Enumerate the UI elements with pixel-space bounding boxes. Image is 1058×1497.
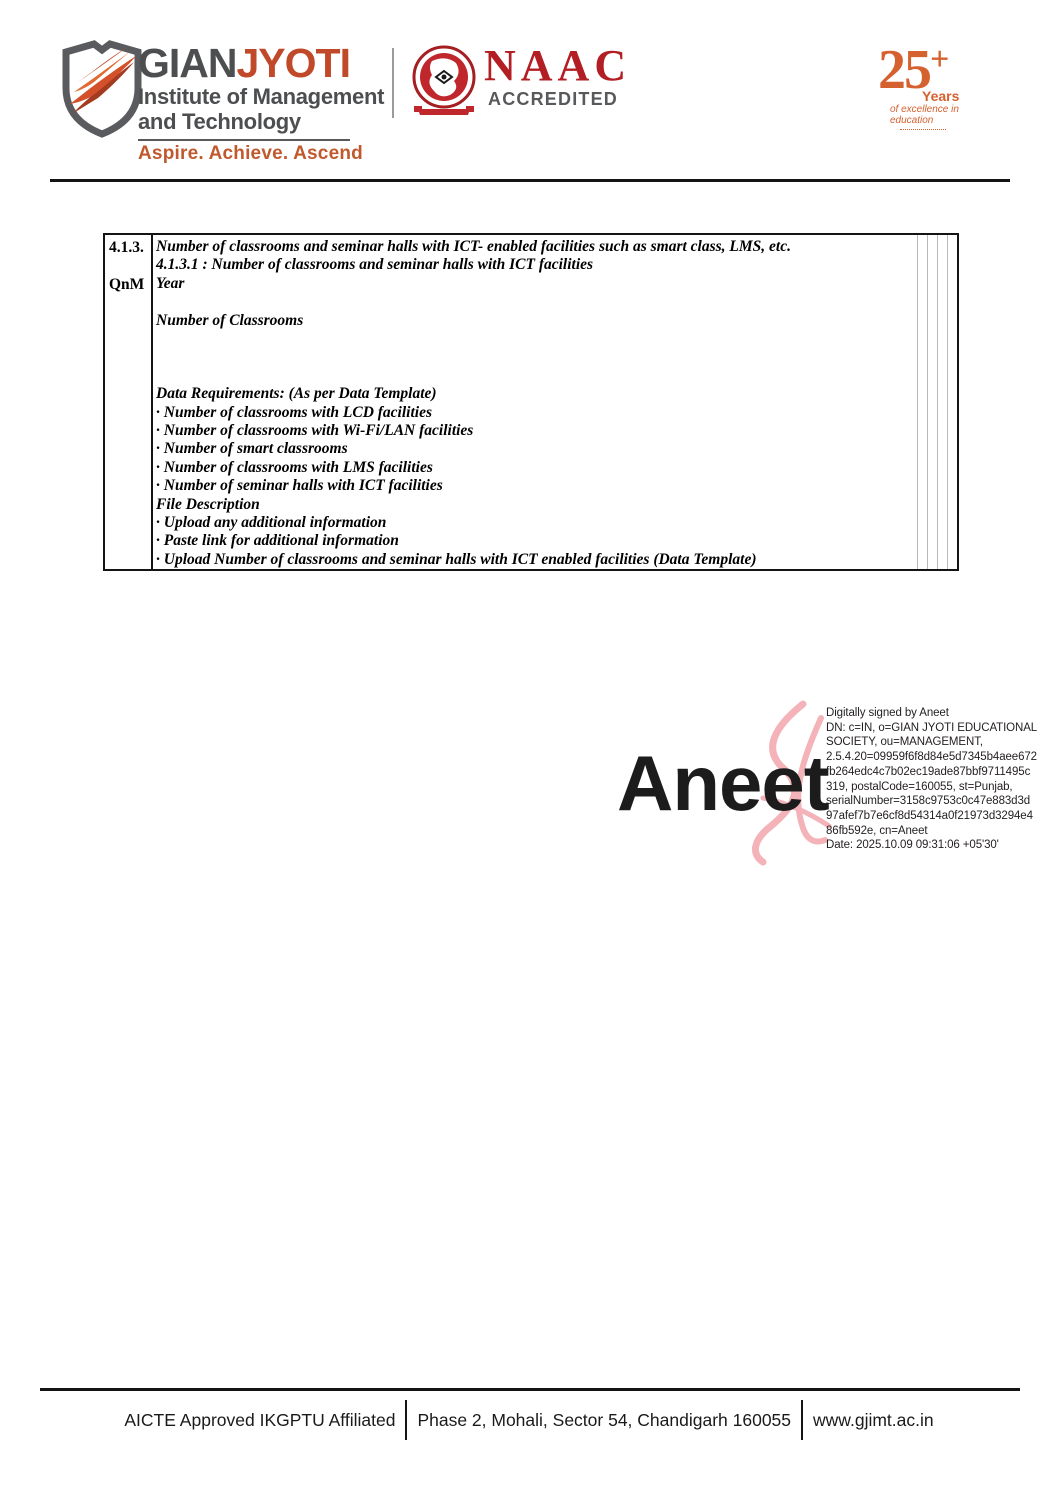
signature-detail-line: 2.5.4.20=09959f6f8d84e5d7345b4aee672 <box>826 751 1037 764</box>
criteria-text-line: Year <box>156 274 185 292</box>
header-rule <box>50 179 1010 182</box>
naac-accredited-label: ACCREDITED <box>488 89 619 109</box>
institute-tagline: Aspire. Achieve. Ascend <box>138 143 363 164</box>
footer-address: Phase 2, Mohali, Sector 54, Chandigarh 160055 <box>417 1409 792 1430</box>
criteria-number: 4.1.3. <box>109 239 144 256</box>
signature-detail-line: 319, postalCode=160055, st=Punjab, <box>826 780 1013 793</box>
criteria-text-line: Data Requirements: (As per Data Template) <box>156 385 437 403</box>
criteria-text-line <box>156 367 915 385</box>
naac-emblem-icon <box>412 43 476 121</box>
criteria-content-cell <box>153 235 917 569</box>
institute-name-part1: GIAN <box>138 40 237 86</box>
badge-excellence-line2: education <box>890 115 934 126</box>
footer-website: www.gjimt.ac.in <box>813 1409 934 1430</box>
header-divider <box>392 48 394 118</box>
institute-subtitle-line2: and Technology <box>138 109 301 134</box>
shield-wing-icon <box>58 36 146 138</box>
criteria-table <box>103 233 959 571</box>
signature-name: Aneet <box>617 739 829 827</box>
criteria-text-line: 4.1.3.1 : Number of classrooms and seminar halls with ICT facilities <box>156 256 594 274</box>
signature-detail-line: DN: c=IN, o=GIAN JYOTI EDUCATIONAL <box>826 721 1038 734</box>
institute-name <box>138 42 384 84</box>
institute-name-part2: JYOTI <box>236 40 350 86</box>
signature-detail-line: 97afef7b7e6cf8d54314a0f21973d3294e4 <box>826 809 1033 822</box>
badge-years-label: Years <box>922 88 960 104</box>
badge-plus: + <box>930 41 950 78</box>
tagline-rule <box>138 139 350 141</box>
criteria-text-line <box>156 293 915 311</box>
criteria-text-line: Number of Classrooms <box>156 311 304 329</box>
footer-separator <box>801 1400 803 1440</box>
institute-logo <box>58 36 384 165</box>
naac-title: NAAC <box>484 41 632 90</box>
footer-separator <box>405 1400 407 1440</box>
empty-year-column <box>927 235 937 569</box>
criteria-text-line: · Number of seminar halls with ICT facilities <box>156 477 443 495</box>
footer <box>0 1400 1058 1440</box>
criteria-text-line: File Description <box>156 495 260 513</box>
badge-excellence-line1: of excellence in <box>890 104 959 115</box>
criteria-text-line: · Number of smart classrooms <box>156 440 348 458</box>
signature-detail-line: SOCIETY, ou=MANAGEMENT, <box>826 736 983 749</box>
criteria-text-line: · Number of classrooms with LMS facilities <box>156 458 433 476</box>
criteria-text-line: · Paste link for additional information <box>156 532 399 550</box>
badge-number: 25+ <box>878 39 950 101</box>
criteria-id-cell <box>105 235 153 569</box>
empty-year-column <box>937 235 947 569</box>
years-badge <box>878 34 998 130</box>
footer-affiliation: AICTE Approved IKGPTU Affiliated <box>124 1409 396 1430</box>
criteria-text-line: · Number of classrooms with LCD facilities <box>156 403 432 421</box>
empty-year-column <box>947 235 957 569</box>
signature-detail-line: serialNumber=3158c9753c0c47e883d3d <box>826 795 1031 808</box>
signature-detail-line: Date: 2025.10.09 09:31:06 +05'30' <box>826 839 999 852</box>
naac-logo <box>412 43 631 121</box>
criteria-type: QnM <box>109 276 145 293</box>
criteria-text-line: Number of classrooms and seminar halls with ICT- enabled facilities such as smart class, LMS, etc. <box>156 238 791 255</box>
criteria-text-line <box>156 330 915 348</box>
institute-subtitle-line1: Institute of Management <box>138 84 385 109</box>
criteria-text-line: · Number of classrooms with Wi-Fi/LAN facilities <box>156 422 474 439</box>
criteria-text-line: · Upload any additional information <box>156 514 387 532</box>
badge-flourish <box>900 129 946 130</box>
signature-details <box>826 706 1038 853</box>
criteria-text-line <box>156 348 915 366</box>
signature-detail-line: Digitally signed by Aneet <box>826 707 949 719</box>
criteria-text-line: · Upload Number of classrooms and seminar halls with ICT enabled facilities (Data Template) <box>156 550 757 568</box>
empty-year-column <box>917 235 927 569</box>
footer-rule <box>40 1388 1020 1391</box>
signature-detail-line: 86fb592e, cn=Aneet <box>826 824 928 837</box>
signature-detail-line: fb264edc4c7b02ec19ade87bbf9711495c <box>826 765 1031 778</box>
